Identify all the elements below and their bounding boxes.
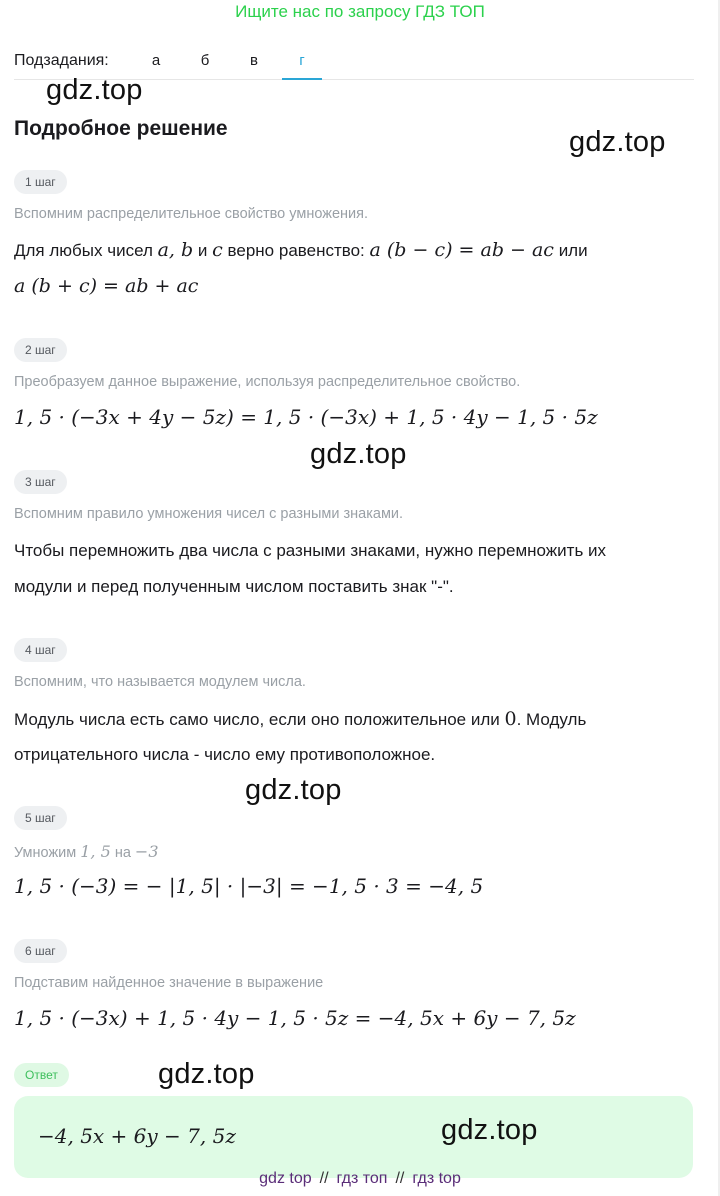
answer-formula: −4, 5x + 6y − 7, 5z bbox=[38, 1124, 236, 1148]
watermark: gdz.top bbox=[46, 74, 143, 106]
tab-v[interactable]: в bbox=[250, 52, 258, 69]
step-2-hint: Преобразуем данное выражение, используя распределительное свойство. bbox=[14, 374, 521, 390]
footer-separator: // bbox=[319, 1170, 329, 1187]
step-5-hint-mid: на bbox=[114, 845, 131, 861]
watermark: gdz.top bbox=[245, 774, 342, 806]
page-title: Подробное решение bbox=[14, 117, 228, 140]
step-1-vars: a, b bbox=[157, 239, 194, 261]
step-1-line-2: a (b + c) = ab + ac bbox=[14, 275, 199, 297]
step-1-formula: a (b − c) = ab − ac bbox=[369, 239, 554, 261]
answer-badge: Ответ bbox=[14, 1063, 69, 1087]
step-3-line-1: Чтобы перемножить два числа с разными знаками, нужно перемножить их bbox=[14, 541, 607, 560]
footer-link-gdz-top[interactable]: gdz top bbox=[259, 1170, 312, 1187]
step-2-badge: 2 шаг bbox=[14, 338, 67, 362]
top-banner[interactable]: Ищите нас по запросу ГДЗ ТОП bbox=[235, 2, 485, 21]
footer-separator: // bbox=[395, 1170, 405, 1187]
step-5-hint-b: −3 bbox=[134, 842, 159, 861]
step-4-line-2: отрицательного числа - число ему противоположное. bbox=[14, 745, 436, 764]
footer-link-gdz-top-ru[interactable]: гдз топ bbox=[336, 1170, 388, 1187]
step-4-zero: 0 bbox=[504, 708, 517, 730]
step-5-badge: 5 шаг bbox=[14, 806, 67, 830]
step-2-formula: 1, 5 · (−3x + 4y − 5z) = 1, 5 · (−3x) + 1, 5 · 4y − 1, 5 · 5z bbox=[14, 405, 598, 429]
step-1-prefix: Для любых чисел bbox=[14, 241, 153, 260]
tab-g[interactable]: г bbox=[299, 52, 305, 69]
step-1-line-1 bbox=[14, 232, 588, 269]
step-4-badge: 4 шаг bbox=[14, 638, 67, 662]
step-5-hint bbox=[14, 842, 159, 861]
step-1-badge: 1 шаг bbox=[14, 170, 67, 194]
step-3-line-2: модули и перед полученным числом поставить знак "-". bbox=[14, 577, 454, 596]
footer-link-gdz-top-mixed[interactable]: гдз top bbox=[412, 1170, 461, 1187]
watermark: gdz.top bbox=[441, 1114, 538, 1146]
step-3-badge: 3 шаг bbox=[14, 470, 67, 494]
step-4-prefix: Модуль числа есть само число, если оно положительное или bbox=[14, 710, 500, 729]
step-1-mid: верно равенство: bbox=[227, 241, 365, 260]
step-1-and: и bbox=[197, 241, 208, 260]
step-4-line-1 bbox=[14, 701, 586, 738]
tab-a[interactable]: а bbox=[151, 52, 161, 69]
watermark: gdz.top bbox=[310, 438, 407, 470]
footer-links bbox=[0, 1170, 720, 1188]
step-5-formula: 1, 5 · (−3) = − |1, 5| · |−3| = −1, 5 · 3 = −4, 5 bbox=[14, 874, 484, 898]
step-4-hint: Вспомним, что называется модулем числа. bbox=[14, 674, 306, 690]
step-4-suffix: . Модуль bbox=[516, 710, 587, 729]
tab-b[interactable]: б bbox=[200, 52, 210, 69]
watermark: gdz.top bbox=[158, 1058, 255, 1090]
answer-box bbox=[14, 1096, 693, 1178]
step-6-formula: 1, 5 · (−3x) + 1, 5 · 4y − 1, 5 · 5z = −4, 5x + 6y − 7, 5z bbox=[14, 1006, 576, 1030]
step-6-badge: 6 шаг bbox=[14, 939, 67, 963]
active-tab-indicator bbox=[282, 78, 322, 80]
step-1-var-c: c bbox=[212, 239, 223, 261]
step-6-hint: Подставим найденное значение в выражение bbox=[14, 975, 324, 991]
step-1-hint: Вспомним распределительное свойство умножения. bbox=[14, 206, 368, 222]
subtasks-label: Подзадания: bbox=[14, 52, 109, 69]
step-1-suffix: или bbox=[558, 241, 588, 260]
watermark: gdz.top bbox=[569, 126, 666, 158]
step-5-hint-a: 1, 5 bbox=[80, 842, 111, 861]
step-3-hint: Вспомним правило умножения чисел с разными знаками. bbox=[14, 506, 404, 522]
step-5-hint-prefix: Умножим bbox=[14, 845, 77, 861]
